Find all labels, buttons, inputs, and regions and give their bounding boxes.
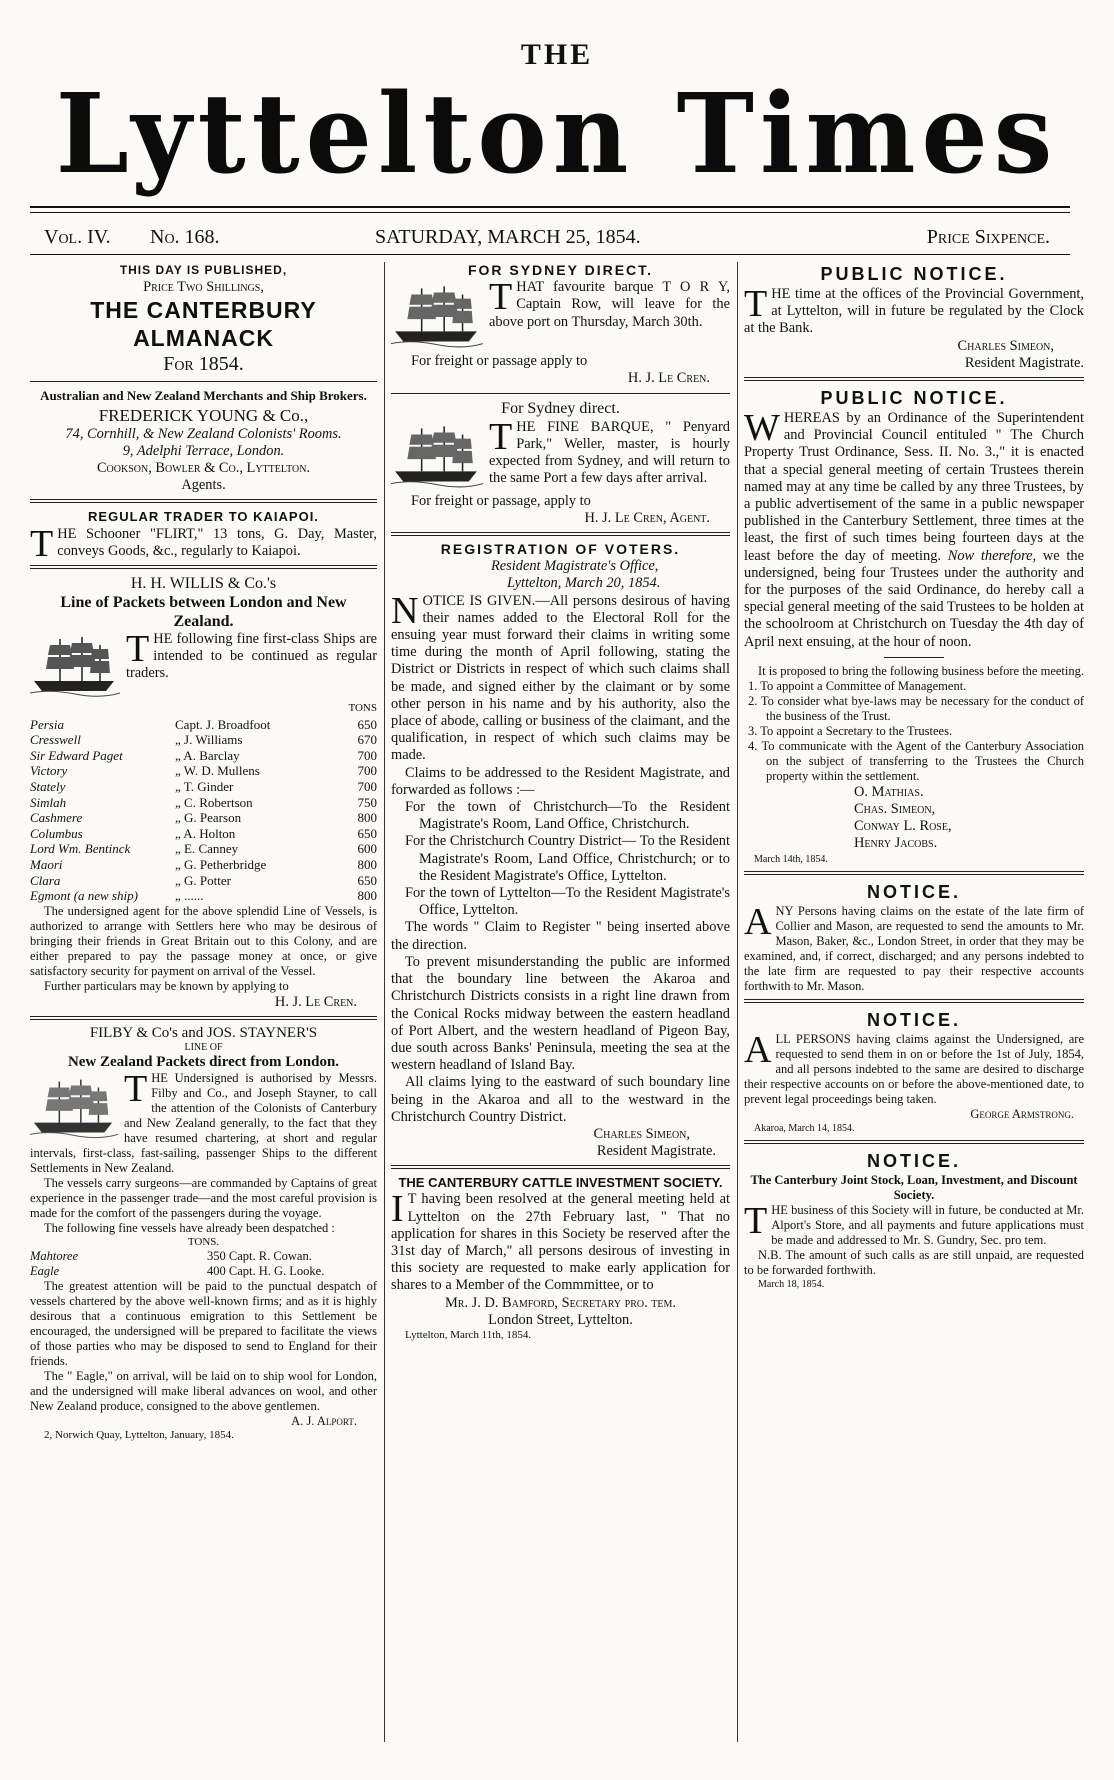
ship-name: Victory [30, 763, 68, 779]
divider [30, 499, 377, 503]
public2-date: March 14th, 1854. [754, 853, 828, 865]
cattle-society-notice [391, 1174, 730, 1342]
ship-name: Stately [30, 779, 66, 794]
divider [744, 999, 1084, 1003]
dropcap: W [744, 407, 780, 450]
merchants-head: Australian and New Zealand Merchants and Ship Brokers. [40, 388, 367, 404]
filby-tons-label: TONS. [187, 1236, 220, 1249]
almanack-year: For 1854. [163, 353, 244, 376]
filby-attention: The greatest attention will be paid to the punctual despatch of vessels chartered by the above well-known firms; and as it is highly desirous that a continuous emigration to this Settlement be encouraged, the undersigned will be prepared to facilitate the views of those parties who may be disposed to send to England for their friends. [30, 1279, 377, 1369]
dropcap: T [30, 522, 54, 565]
kaiapoi-head: REGULAR TRADER TO KAIAPOI. [88, 509, 319, 525]
divider [744, 871, 1084, 875]
ship-master: „ J. Williams [175, 732, 243, 748]
divider [30, 565, 377, 569]
merchants-firm: FREDERICK YOUNG & Co., [98, 405, 309, 425]
public1-sign2: Resident Magistrate. [964, 354, 1084, 371]
willis-sign: H. J. Le Cren. [274, 993, 357, 1010]
filby-following: The following fine vessels have already been despatched : [44, 1221, 335, 1236]
sydney2-apply: For freight or passage, apply to [411, 492, 591, 509]
willis-head1: H. H. WILLIS & Co.'s [130, 575, 277, 593]
registration-p1: OTICE IS GIVEN.—All persons desirous of having their names added to the Electoral Roll for the ensuing year must forward their claims in writing some time during the month of April following, stating the District or Districts in respect of which such claims shall be made, and signed either by the claimant or by some other person in his name and by his authority, also the place of abode, calling or business of the claimant, and the qualification, in respect of which such claims may be made. [391, 592, 730, 764]
fleet-row [30, 873, 377, 889]
fleet-row [30, 732, 377, 748]
ship-master: „ E. Canney [175, 841, 239, 857]
ship-master: „ G. Potter [175, 872, 231, 888]
merchants-addr1: 74, Cornhill, & New Zealand Colonists' Rooms. [65, 425, 342, 442]
dropcap: I [391, 1188, 404, 1231]
ship-illustration [391, 421, 483, 491]
ship-tons: 650 [357, 872, 377, 888]
public2-now: Now therefore, [947, 547, 1037, 564]
registration-date: Lyttelton, March 20, 1854. [507, 575, 661, 592]
registration-p7: To prevent misunderstanding the public are informed that the boundary line between the Akaroa and Christchurch Districts consists in a right line drawn from the Conical Rocks midway between the eastern headland of Port Albert, and the western headland of Pigeon Bay, due south across Banks' Peninsula, meeting the sea at the western headland of Island Bay. [391, 953, 730, 1074]
public2-body2: we the undersigned, being four Trustees under the authority and for the purposes of the said Ordinance, do hereby call a special general meeting of the said Trustees to be holden at the schoolroom at Christchurch on Tuesday the 4th day of April next ensuing, at the hour of noon. [744, 547, 1084, 650]
ship-name: Egmont (a new ship) [30, 888, 138, 904]
volume-label: Vol. IV. [44, 226, 111, 248]
price: Price Sixpence. [926, 226, 1050, 248]
cattle-head: THE CANTERBURY CATTLE INVESTMENT SOCIETY. [398, 1175, 723, 1191]
kaiapoi-body: HE Schooner "FLIRT," 13 tons, G. Day, Master, conveys Goods, &c., regularly to Kaiapoi. [57, 525, 377, 559]
ship-master: „ A. Barclay [175, 747, 240, 763]
agenda-item: 2. To consider what bye-laws may be necessary for the conduct of the business of the Trust. [748, 693, 1084, 723]
dropcap: A [744, 900, 772, 943]
fleet-row [30, 888, 377, 904]
sydney2-sign: H. J. Le Cren, Agent. [584, 509, 710, 526]
tons-label: TONS [348, 702, 377, 715]
ship-name: Cashmere [30, 810, 83, 826]
ship-master: „ W. D. Mullens [175, 763, 260, 779]
ship-tons: 700 [357, 763, 377, 779]
almanack-title: THE CANTERBURY ALMANACK [90, 297, 317, 352]
fleet-list [30, 701, 377, 904]
public1-sign1: Charles Simeon, [957, 337, 1054, 354]
divider [30, 1016, 377, 1020]
notice3-sub: The Canterbury Joint Stock, Loan, Investment, and Discount Society. [750, 1172, 1078, 1202]
ship-master: „ ...... [175, 888, 204, 904]
ship-master: „ G. Petherbridge [175, 856, 267, 872]
column-3 [744, 262, 1084, 1762]
registration-p3: For the town of Christchurch—To the Resident Magistrate's Room, Land Office, Christchurch. [405, 799, 730, 833]
ship-tons: 650 [357, 825, 377, 841]
almanack-line1: THIS DAY IS PUBLISHED, [119, 263, 288, 277]
filby-intro: HE Undersigned is authorised by Messrs. Filby and Co., and Joseph Stayner, to call the attention of the Colonists of Canterbury and New Zealand generally, to the fact that they have resumed chartering, at short and regular intervals, first-class, fast-sailing, passenger Ships to the different Settlements in New Zealand. [30, 1071, 377, 1176]
masthead-rule-top [30, 206, 1070, 208]
cattle-sign1: Mr. J. D. Bamford, Secretary pro. tem. [444, 1294, 676, 1311]
sailing-ship-icon [30, 1073, 118, 1143]
fleet-row [30, 763, 377, 779]
column-2 [391, 262, 730, 1762]
vessel-detail: 400 Capt. H. G. Looke. [207, 1264, 325, 1279]
vessel-name: Eagle [30, 1264, 60, 1279]
issue-number: No. 168. [150, 226, 220, 248]
divider [391, 532, 730, 536]
issue-date: SATURDAY, MARCH 25, 1854. [375, 226, 641, 248]
ship-tons: 650 [357, 716, 377, 732]
registration-notice [391, 541, 730, 1160]
public2-body: HEREAS by an Ordinance of the Superintendent and Provincial Council entituled " The Church Property Trust Ordinance, Sess. II. No. 3.," it is enacted that a special general meeting of certain Trustees therein named may at any time be called by any three Trustees, by a public advertisement of the same in a public newspaper published in the Canterbury Settlement, three times at the least, the first of such times being fourteen days at the least before the day of meeting. [744, 410, 1084, 564]
ship-tons: 800 [357, 810, 377, 826]
dropcap: T [489, 415, 513, 458]
cattle-body: T having been resolved at the general meeting held at Lyttelton on the 27th February last, " That no application for shares in this Society be reserved after the 31st day of March," all persons desirous of investing in this society are requested to make early application for shares to a Member of the Commmittee, or to [391, 1191, 730, 1294]
ship-tons: 700 [357, 747, 377, 763]
fleet-row [30, 717, 377, 733]
fleet-row [30, 748, 377, 764]
registration-p2: Claims to be addressed to the Resident Magistrate, and forwarded as follows :— [391, 764, 730, 798]
fleet-row [30, 810, 377, 826]
fleet-row [30, 841, 377, 857]
cattle-date: Lyttelton, March 11th, 1854. [405, 1328, 532, 1341]
agenda-item: 1. To appoint a Committee of Management. [748, 678, 967, 693]
filby-head2: LINE OF [184, 1042, 223, 1054]
column-separator [737, 262, 738, 1742]
sydney1-body: HAT favourite barque T O R Y, Captain Row, will leave for the above port on Thursday, March 30th. [489, 279, 730, 330]
filby-ad [30, 1025, 377, 1442]
willis-body: The undersigned agent for the above splendid Line of Vessels, is authorized to arrange with Settlers here who may be desirous of bringing their friends in Great Britain out to this Colony, and are either prepared to pay the passage money at once, or give satisfactory security for payment on arrival of the Vessel. [30, 903, 377, 978]
divider [884, 657, 944, 658]
ship-tons: 800 [357, 888, 377, 904]
public-notice-1 [744, 262, 1084, 372]
ship-name: Clara [30, 872, 61, 888]
notice1-body: NY Persons having claims on the estate of the late firm of Collier and Mason, are requested to send the amounts to Mr. Mason, Baker, &c., London Street, in order that they may be examined, and, if correct, discharged; and any persons indebted to the late firm are requested to pay their respective accounts forthwith to Mr. Mason. [744, 903, 1084, 993]
sydney2-body: HE FINE BARQUE, " Penyard Park," Weller, master, is hourly expected from Sydney, and will return to the same Port a few days after arrival. [489, 418, 730, 487]
trustee-signature: O. Mathias. [854, 783, 924, 800]
ship-tons: 750 [357, 794, 377, 810]
masthead-the: THE [520, 38, 594, 71]
vessel-name: Mahtoree [30, 1249, 79, 1264]
registration-p8: All claims lying to the eastward of such boundary line being in the Akaroa and all to the westward in the Christchurch Country District. [391, 1074, 730, 1125]
ship-tons: 670 [357, 732, 377, 748]
sydney1-apply: For freight or passage apply to [411, 353, 588, 370]
ship-tons: 700 [357, 779, 377, 794]
dropcap: A [744, 1028, 772, 1071]
divider [744, 1140, 1084, 1144]
ship-master: Capt. J. Broadfoot [175, 716, 271, 732]
sydney-ad-1 [391, 262, 730, 388]
registration-p6: The words " Claim to Register " being inserted above the direction. [391, 919, 730, 953]
fleet-row [30, 779, 377, 795]
notice-1 [744, 880, 1084, 994]
sydney-ad-2 [391, 399, 730, 527]
dropcap: T [124, 1068, 148, 1111]
ship-illustration [391, 281, 483, 351]
masthead-rule-second [30, 212, 1070, 213]
filby-head1: FILBY & Co's and JOS. STAYNER'S [89, 1024, 318, 1041]
ship-master: „ C. Robertson [175, 794, 253, 810]
dropcap: N [391, 589, 419, 632]
kaiapoi-ad [30, 508, 377, 565]
divider [391, 393, 730, 394]
ship-name: Simlah [30, 794, 67, 810]
sailing-ship-icon [391, 421, 483, 491]
registration-sign2: Resident Magistrate. [596, 1143, 716, 1160]
notice2-date: Akaroa, March 14, 1854. [754, 1122, 855, 1134]
trustee-signature: Conway L. Rose, [854, 818, 952, 835]
sydney1-head: FOR SYDNEY DIRECT. [467, 262, 654, 278]
column-1 [30, 262, 377, 1762]
ship-illustration [30, 1073, 118, 1143]
trustee-signature: Henry Jacobs. [854, 835, 938, 852]
notice2-sign: George Armstrong. [970, 1106, 1074, 1121]
divider [30, 381, 377, 382]
notice3-nb: N.B. The amount of such calls as are still unpaid, are requested to be forwarded forthwith. [744, 1247, 1084, 1277]
notice2-head: NOTICE. [866, 1009, 961, 1030]
willis-further: Further particulars may be known by applying to [44, 978, 289, 993]
ship-name: Sir Edward Paget [30, 747, 123, 763]
registration-sign1: Charles Simeon, [593, 1125, 690, 1142]
public-notice-2 [744, 386, 1084, 866]
ship-master: „ G. Pearson [175, 810, 242, 826]
filby-surgeons: The vessels carry surgeons—are commanded by Captains of great experience in the passenger trade—and the most careful provision is made for the comfort of the passengers during the voyage. [30, 1176, 377, 1221]
notice3-head: NOTICE. [866, 1150, 961, 1171]
filby-eagle: The " Eagle," on arrival, will be laid on to ship wool for London, and the undersigned will make liberal advances on wool, and other New Zealand produce, consigned to the above gentlemen. [30, 1369, 377, 1414]
notice3-date: March 18, 1854. [758, 1278, 825, 1290]
vessel-row [30, 1264, 377, 1279]
notice-2 [744, 1008, 1084, 1135]
divider [391, 1165, 730, 1169]
ship-name: Columbus [30, 825, 83, 841]
dropcap: T [744, 283, 768, 325]
dropcap: T [744, 1199, 768, 1242]
almanack-ad [30, 262, 377, 376]
sydney2-head: For Sydney direct. [501, 399, 620, 417]
dropcap: T [126, 628, 150, 671]
fleet-row [30, 795, 377, 811]
public2-proposed: It is proposed to bring the following business before the meeting. [758, 663, 1084, 678]
ship-tons: 600 [357, 841, 377, 857]
ship-name: Lord Wm. Bentinck [30, 841, 131, 857]
vessel-detail: 350 Capt. R. Cowan. [207, 1249, 312, 1264]
ship-master: „ T. Ginder [175, 779, 234, 794]
trustee-signature: Chas. Simeon, [854, 801, 936, 818]
registration-p4: For the Christchurch Country District— To the Resident Magistrate's Room, Land Office, Christchurch; or to the Resident Magistrate's Office, Lyttelton. [405, 833, 730, 884]
dropcap: T [489, 276, 513, 319]
sailing-ship-icon [30, 633, 120, 699]
ship-name: Maori [30, 856, 63, 872]
column-separator [384, 262, 385, 1742]
cattle-sign2: London Street, Lyttelton. [488, 1311, 633, 1328]
divider [744, 377, 1084, 381]
ship-master: „ A. Holton [175, 825, 236, 841]
sailing-ship-icon [391, 281, 483, 351]
notice3-body: HE business of this Society will in future, be conducted at Mr. Alport's Store, and all payments and future applications must be made and addressed to Mr. S. Gundry, Sec. pro tem. [771, 1202, 1084, 1247]
merchants-agents: Cookson, Bowler & Co., Lyttelton. [96, 460, 311, 477]
willis-head2: Line of Packets between London and New Zealand. [60, 594, 347, 631]
registration-head: REGISTRATION OF VOTERS. [440, 541, 681, 558]
fleet-row [30, 826, 377, 842]
dateline [30, 222, 1070, 252]
notice-3 [744, 1149, 1084, 1291]
fleet-row [30, 857, 377, 873]
willis-ad [30, 574, 377, 1011]
sydney1-sign: H. J. Le Cren. [627, 370, 710, 387]
filby-footer: 2, Norwich Quay, Lyttelton, January, 1854. [44, 1429, 234, 1442]
merchants-ad [30, 387, 377, 494]
registration-office: Resident Magistrate's Office, [491, 558, 659, 575]
filby-head3: New Zealand Packets direct from London. [67, 1054, 340, 1071]
dateline-rule [30, 254, 1070, 255]
merchants-addr2: 9, Adelphi Terrace, London. [122, 442, 285, 459]
agenda-item: 3. To appoint a Secretary to the Trustees. [748, 723, 953, 738]
merchants-agents2: Agents. [181, 477, 226, 494]
ship-name: Persia [30, 716, 64, 732]
agenda-item: 4. To communicate with the Agent of the Canterbury Association on the subject of transferring to the Trustees the Church property within the settlement. [748, 738, 1084, 783]
public1-head: PUBLIC NOTICE. [820, 264, 1008, 284]
notice2-body: LL PERSONS having claims against the Undersigned, are requested to send them in on or before the 1st of July, 1854, and all persons indebted to the same are desired to discharge their respective accounts on or before the above-mentioned date, to prevent legal proceedings being taken. [744, 1031, 1084, 1106]
ship-name: Cresswell [30, 732, 81, 748]
filby-sign: A. J. Alport. [291, 1414, 357, 1429]
notice1-head: NOTICE. [866, 881, 961, 902]
public1-body: HE time at the offices of the Provincial Government, at Lyttelton, will in future be regulated by the Clock at the Bank. [744, 286, 1084, 337]
ship-tons: 800 [357, 856, 377, 872]
masthead-title: Lyttelton Times [55, 68, 1059, 199]
vessel-row [30, 1249, 377, 1264]
willis-intro: HE following fine first-class Ships are intended to be continued as regular traders. [126, 631, 377, 682]
ship-illustration [30, 633, 120, 699]
registration-p5: For the town of Lyttelton—To the Resident Magistrate's Office, Lyttelton. [405, 885, 730, 919]
public2-head: PUBLIC NOTICE. [820, 388, 1008, 409]
almanack-line2: Price Two Shillings, [143, 279, 264, 296]
